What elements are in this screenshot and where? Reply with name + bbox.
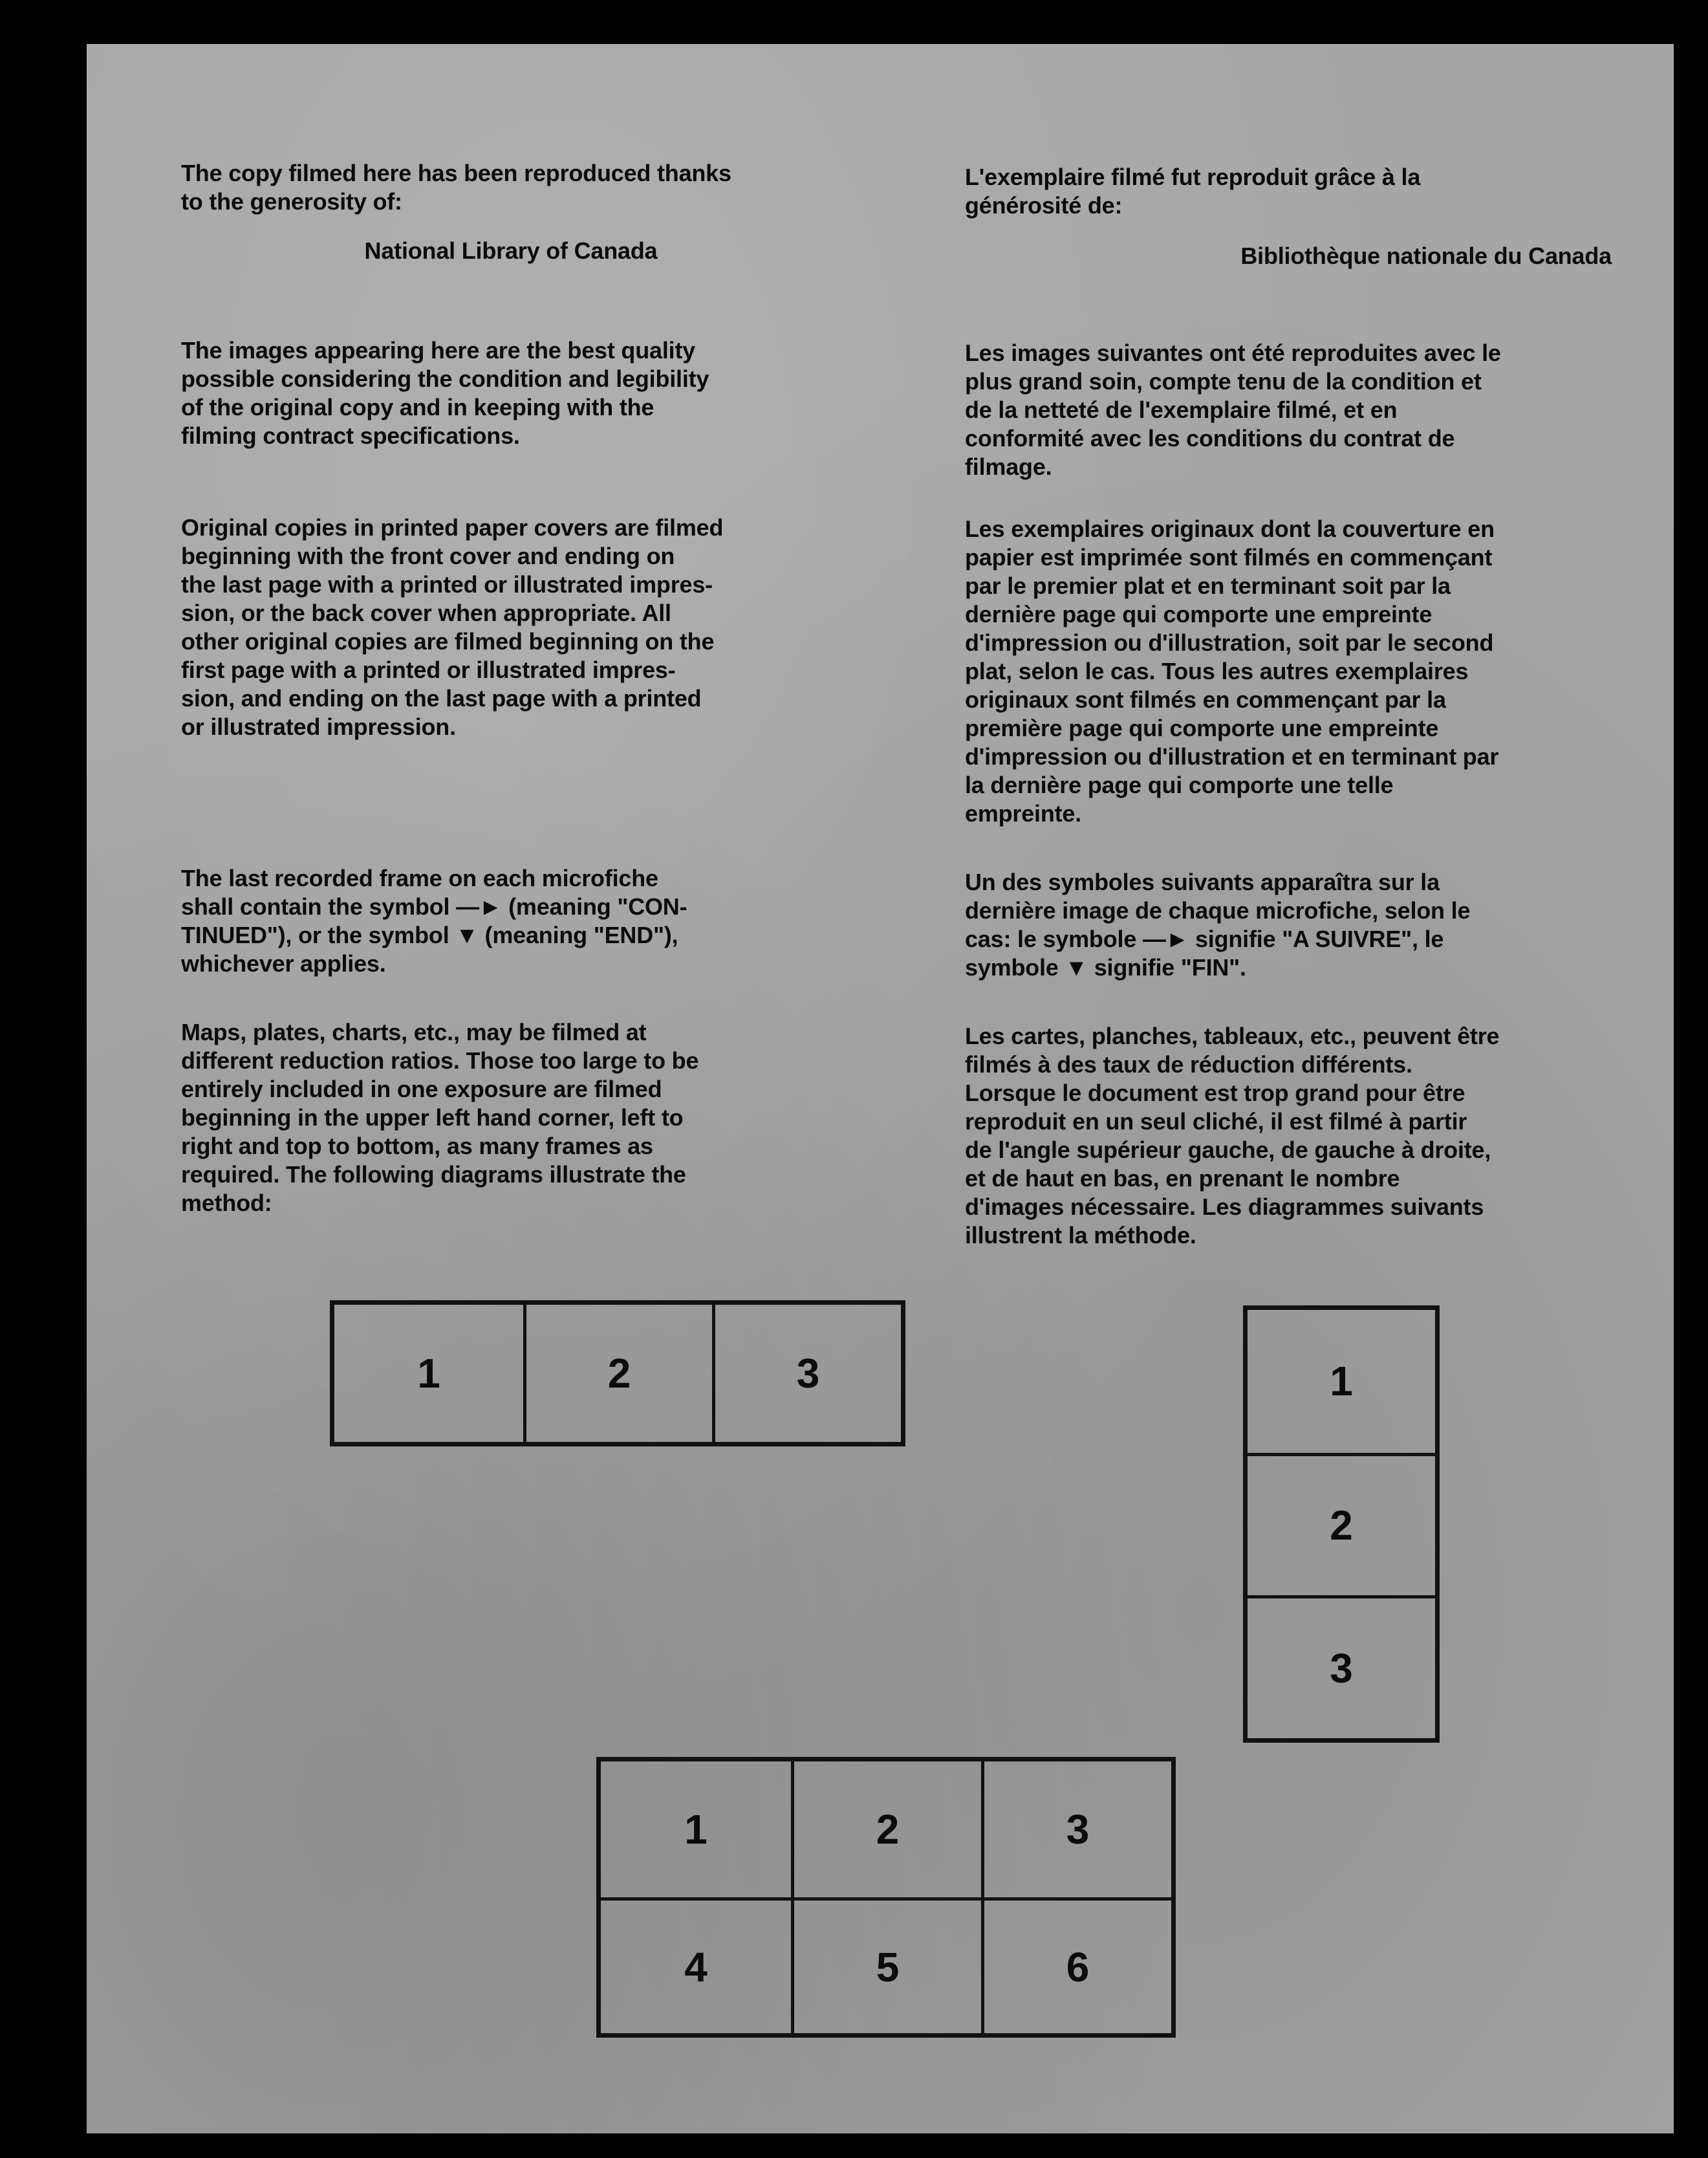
frame-cell: 1 bbox=[684, 1806, 708, 1853]
frame-cell: 5 bbox=[791, 1897, 981, 2033]
en-image-quality-paragraph: The images appearing here are the best quality possible considering the condition and legibility of the original copy and in keeping with the filming contract specifications. bbox=[181, 337, 709, 449]
frame-cell: 1 bbox=[417, 1350, 440, 1397]
diagram-six-frame-grid bbox=[596, 1757, 1176, 2038]
frame-cell: 6 bbox=[981, 1897, 1171, 2033]
en-symbol-paragraph: The last recorded frame on each microfiche shall contain the symbol —► (meaning "CON- TINUED"), or the symbol ▼ (meaning "END"), whichever applies. bbox=[181, 865, 687, 977]
fr-image-quality-paragraph: Les images suivantes ont été reproduites avec le plus grand soin, compte tenu de la condition et de la netteté de l'exemplaire filmé, et en conformité avec les conditions du contrat de filmage. bbox=[965, 340, 1501, 480]
fr-original-copies-paragraph: Les exemplaires originaux dont la couverture en papier est imprimée sont filmés en commençant par le premier plat et en terminant soit par la dernière page qui comporte une empreinte d'impression ou d'illustration, soit par le second plat, selon le cas. Tous les autres exemplaires originaux sont filmés en commençant par la première page qui comporte une empreinte d'impression ou d'illustration et en terminant par la dernière page qui comporte une telle empreinte. bbox=[965, 516, 1499, 827]
fr-symbol-paragraph: Un des symboles suivants apparaîtra sur la dernière image de chaque microfiche, selon le cas: le symbole —► signifie "A SUIVRE", le symbole ▼ signifie "FIN". bbox=[965, 869, 1471, 981]
en-maps-paragraph: Maps, plates, charts, etc., may be filmed at different reduction ratios. Those too large to be entirely included in one exposure are filmed beginning in the upper left hand corner, left to right and top to bottom, as many frames as required. The following diagrams illustrate the method: bbox=[181, 1019, 699, 1216]
frame-cell: 1 bbox=[1330, 1358, 1353, 1405]
en-original-copies-paragraph: Original copies in printed paper covers are filmed beginning with the front cover and ending on the last page with a printed or illustrated impres- sion, or the back cover when appropriate. All other original copies are filmed beginning on the first page with a printed or illustrated impres- sion, and ending on the last page with a printed or illustrated impression. bbox=[181, 514, 724, 740]
frame-cell: 3 bbox=[712, 1305, 901, 1442]
fr-library-name: Bibliothèque nationale du Canada bbox=[1240, 243, 1612, 269]
frame-cell: 2 bbox=[791, 1761, 981, 1897]
frame-cell: 4 bbox=[601, 1897, 791, 2033]
fr-copy-credit: L'exemplaire filmé fut reproduit grâce à la générosité de: bbox=[965, 164, 1421, 219]
frame-cell: 2 bbox=[523, 1305, 712, 1442]
fr-maps-paragraph: Les cartes, planches, tableaux, etc., peuvent être filmés à des taux de réduction différents. Lorsque le document est trop grand pour être reproduit en un seul cliché, il est filmé à partir de l'angle supérieur gauche, de gauche à droite, et de haut en bas, en prenant le nombre d'images nécessaire. Les diagrammes suivants illustrent la méthode. bbox=[965, 1023, 1500, 1248]
frame-cell: 3 bbox=[981, 1761, 1171, 1897]
diagram-vertical-three-frames bbox=[1243, 1305, 1440, 1743]
frame-cell: 2 bbox=[1248, 1453, 1435, 1596]
en-library-name: National Library of Canada bbox=[364, 237, 658, 264]
diagram-horizontal-three-frames bbox=[330, 1300, 905, 1446]
en-copy-credit: The copy filmed here has been reproduced thanks to the generosity of: bbox=[181, 160, 731, 215]
frame-cell: 3 bbox=[1248, 1595, 1435, 1738]
